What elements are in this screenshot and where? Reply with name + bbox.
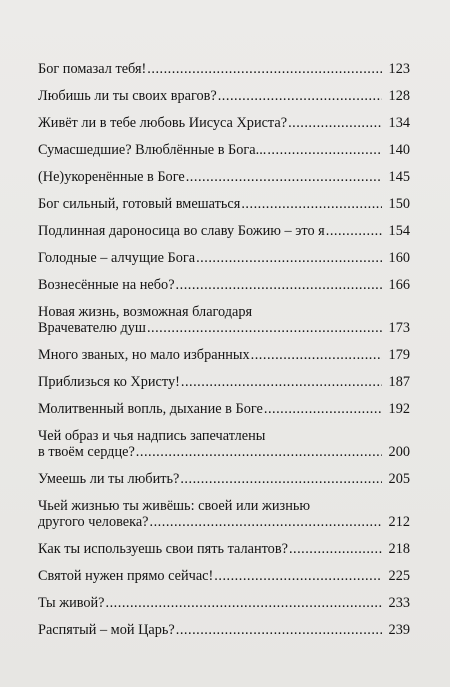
dot-leader [181, 374, 382, 390]
toc-entry [38, 196, 410, 212]
dot-leader [251, 347, 382, 363]
toc-entry [38, 250, 410, 266]
toc-entry [38, 595, 410, 611]
toc-entry [38, 88, 410, 104]
toc-entry-title: Новая жизнь, возможная благодаря [38, 304, 253, 320]
toc-entry-title: Много званых, но мало избранных [38, 347, 250, 363]
toc-entry [38, 568, 410, 584]
dot-leader [196, 250, 382, 266]
toc-entry-title: Бог помазал тебя! [38, 61, 147, 77]
toc-entry [38, 304, 410, 336]
toc-entry-title: Сумасшедшие? Влюблённые в Бога... [38, 142, 267, 158]
toc-page-number: 192 [388, 401, 410, 417]
dot-leader [150, 514, 382, 530]
toc-entry [38, 115, 410, 131]
toc-entry-title: другого человека? [38, 514, 149, 530]
toc-page-number: 205 [388, 471, 410, 487]
toc-page-number: 173 [388, 320, 410, 336]
toc-entry-title: Голодные – алчущие Бога [38, 250, 196, 266]
toc-entry-title: Ты живой? [38, 595, 105, 611]
toc-entry [38, 277, 410, 293]
dot-leader [288, 115, 382, 131]
dot-leader [326, 223, 382, 239]
toc-page-number: 134 [388, 115, 410, 131]
toc-page-number: 187 [388, 374, 410, 390]
toc-entry [38, 61, 410, 77]
toc-page-number: 145 [388, 169, 410, 185]
toc-page-number: 123 [388, 61, 410, 77]
toc-entry [38, 471, 410, 487]
toc-entry [38, 401, 410, 417]
toc-entry-title: Как ты используешь свои пять талантов? [38, 541, 288, 557]
dot-leader [186, 169, 382, 185]
dot-leader [218, 88, 382, 104]
toc-entry-title: Чей образ и чья надпись запечатлены [38, 428, 266, 444]
toc-entry-title: Святой нужен прямо сейчас! [38, 568, 214, 584]
toc-entry [38, 169, 410, 185]
toc-page-number: 166 [388, 277, 410, 293]
toc-entry-title: Чьей жизнью ты живёшь: своей или жизнью [38, 498, 311, 514]
dot-leader [176, 622, 382, 638]
toc-entry [38, 622, 410, 638]
toc-entry-title: Вознесённые на небо? [38, 277, 175, 293]
toc-entry-title: Приблизься ко Христу! [38, 374, 180, 390]
dot-leader [264, 401, 382, 417]
toc-entry-title: Живёт ли в тебе любовь Иисуса Христа? [38, 115, 288, 131]
table-of-contents [38, 61, 410, 649]
toc-entry [38, 223, 410, 239]
toc-entry-title: в твоём сердце? [38, 444, 135, 460]
toc-entry-title: Распятый – мой Царь? [38, 622, 175, 638]
toc-entry [38, 347, 410, 363]
toc-page-number: 154 [388, 223, 410, 239]
dot-leader [214, 568, 382, 584]
toc-page-number: 179 [388, 347, 410, 363]
toc-entry-title: (Не)укоренённые в Боге [38, 169, 185, 185]
dot-leader [180, 471, 382, 487]
dot-leader [176, 277, 382, 293]
toc-page-number: 160 [388, 250, 410, 266]
dot-leader [289, 541, 382, 557]
toc-entry [38, 498, 410, 530]
dot-leader [147, 61, 382, 77]
toc-entry-title: Врачевателю душ [38, 320, 146, 336]
toc-page-number: 239 [388, 622, 410, 638]
toc-entry [38, 541, 410, 557]
toc-entry-title: Молитвенный вопль, дыхание в Боге [38, 401, 263, 417]
dot-leader [147, 320, 382, 336]
toc-page-number: 140 [388, 142, 410, 158]
toc-page-number: 218 [388, 541, 410, 557]
toc-page-number: 233 [388, 595, 410, 611]
toc-entry-title: Подлинная дароносица во славу Божию – это я [38, 223, 325, 239]
toc-page-number: 212 [388, 514, 410, 530]
toc-page-number: 225 [388, 568, 410, 584]
toc-entry-title: Любишь ли ты своих врагов? [38, 88, 217, 104]
toc-page-number: 150 [388, 196, 410, 212]
dot-leader [267, 142, 382, 158]
toc-page-number: 200 [388, 444, 410, 460]
dot-leader [136, 444, 382, 460]
toc-entry-title: Бог сильный, готовый вмешаться [38, 196, 241, 212]
toc-entry [38, 374, 410, 390]
toc-page-number: 128 [388, 88, 410, 104]
toc-entry [38, 428, 410, 460]
toc-entry [38, 142, 410, 158]
dot-leader [241, 196, 382, 212]
dot-leader [106, 595, 382, 611]
toc-entry-title: Умеешь ли ты любить? [38, 471, 180, 487]
